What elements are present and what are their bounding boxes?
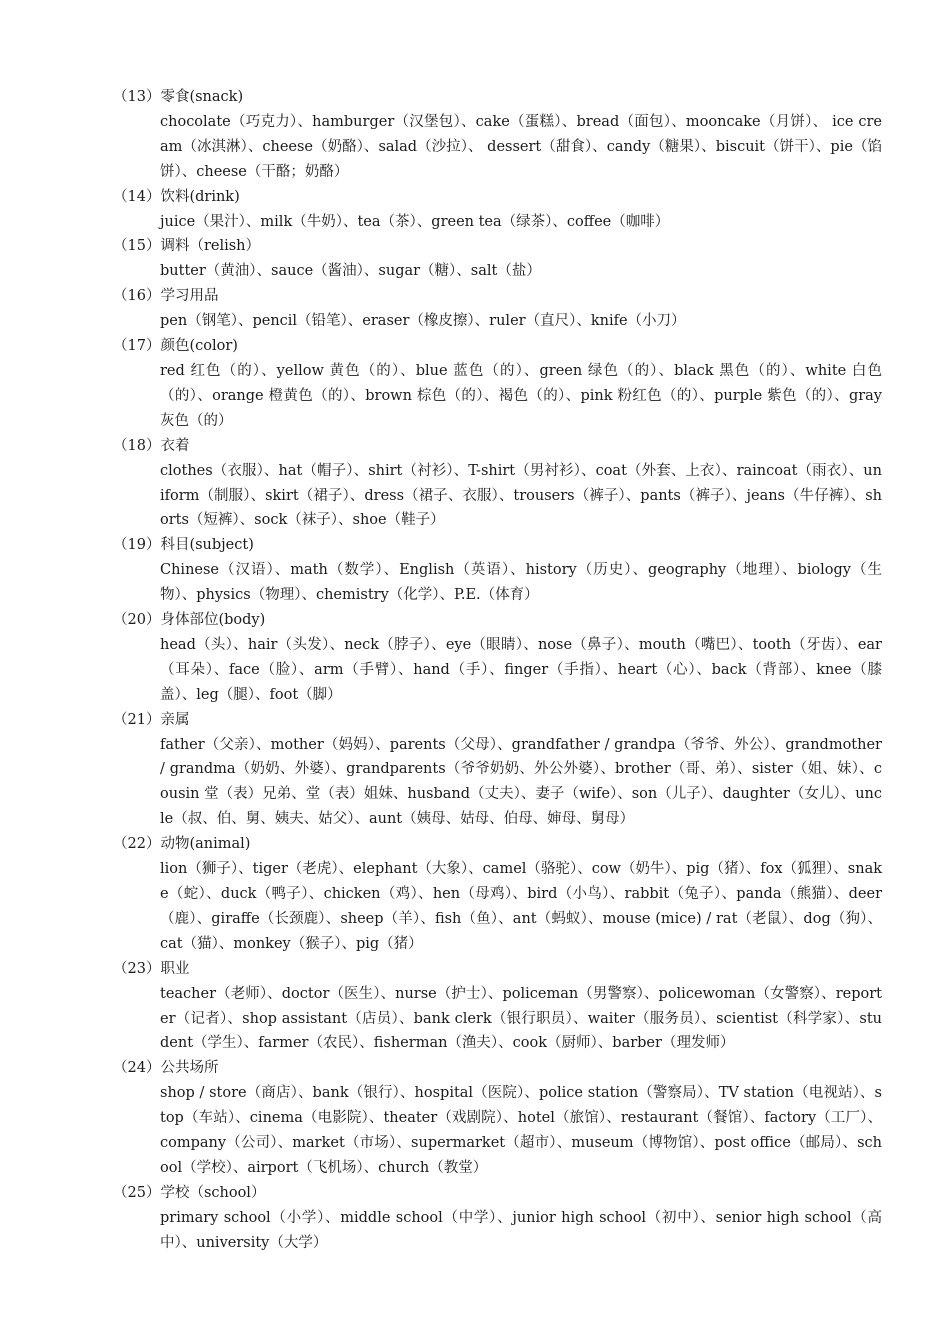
section-body: juice（果汁）、milk（牛奶）、tea（茶）、green tea（绿茶）、coffee（咖啡）: [160, 213, 670, 230]
section-snack: [0, 85, 950, 185]
section-animal: [0, 832, 950, 957]
section-heading: （18）衣着: [113, 437, 190, 454]
section-heading: （25）学校（school）: [113, 1184, 266, 1201]
section-heading: （21）亲属: [113, 711, 190, 728]
section-public-places: [0, 1056, 950, 1181]
section-heading: （14）饮料(drink): [113, 188, 240, 205]
section-body: shop / store（商店）、bank（银行）、hospital（医院）、police station（警察局）、TV station（电视站）、stop（车站）、cinema（电影院）、theater（戏剧院）、hotel（旅馆）、restaurant（餐馆）、factory（工厂）、company（公司）、market（市场）、supermarket（超市）、museum（博物馆）、post office（邮局）、school（学校）、airport（飞机场）、church（教堂）: [160, 1085, 882, 1176]
section-body: clothes（衣服）、hat（帽子）、shirt（衬衫）、T-shirt（男衬衫）、coat（外套、上衣）、raincoat（雨衣）、uniform（制服）、skirt（裙子）、dress（裙子、衣服）、trousers（裤子）、pants（裤子）、jeans（牛仔裤）、shorts（短裤）、sock（袜子）、shoe（鞋子）: [160, 462, 882, 529]
section-heading: （22）动物(animal): [113, 836, 251, 853]
section-relatives: [0, 708, 950, 833]
section-body: butter（黄油）、sauce（酱油）、sugar（糖）、salt（盐）: [160, 263, 541, 280]
section-color: [0, 334, 950, 434]
section-body: red 红色（的）、yellow 黄色（的）、blue 蓝色（的）、green 绿色（的）、black 黑色（的）、white 白色（的）、orange 橙黄色（的）、brown 棕色（的）、褐色（的）、pink 粉红色（的）、purple 紫色（的）、gray 灰色（的）: [160, 362, 882, 429]
section-body: teacher（老师）、doctor（医生）、nurse（护士）、policeman（男警察）、policewoman（女警察）、reporter（记者）、shop assistant（店员）、bank clerk（银行职员）、waiter（服务员）、scientist（科学家）、student（学生）、farmer（农民）、fisherman（渔夫）、cook（厨师）、barber（理发师）: [160, 985, 882, 1052]
section-heading: （20）身体部位(body): [113, 612, 266, 629]
section-heading: （24）公共场所: [113, 1060, 219, 1077]
section-heading: （16）学习用品: [113, 288, 219, 305]
section-stationery: [0, 284, 950, 334]
section-body: father（父亲）、mother（妈妈）、parents（父母）、grandfather / grandpa（爷爷、外公）、grandmother / grandma（奶奶、外婆）、grandparents（爷爷奶奶、外公外婆）、brother（哥、弟）、sister（姐、妹）、cousin 堂（表）兄弟、堂（表）姐妹、husband（丈夫）、妻子（wife）、son（儿子）、daughter（女儿）、uncle（叔、伯、舅、姨夫、姑父）、aunt（姨母、姑母、伯母、婶母、舅母）: [160, 736, 882, 828]
section-body: primary school（小学）、middle school（中学）、junior high school（初中）、senior high school（高中）、university（大学）: [160, 1209, 882, 1251]
section-clothing: [0, 434, 950, 534]
section-body: head（头）、hair（头发）、neck（脖子）、eye（眼睛）、nose（鼻子）、mouth（嘴巴）、tooth（牙齿）、ear（耳朵）、face（脸）、arm（手臂）、hand（手）、finger（手指）、heart（心）、back（背部）、knee（膝盖）、leg（腿）、foot（脚）: [160, 636, 882, 703]
section-body: Chinese（汉语）、math（数学）、English（英语）、history（历史）、geography（地理）、biology（生物）、physics（物理）、chemistry（化学）、P.E.（体育）: [160, 562, 882, 604]
section-heading: （17）颜色(color): [113, 338, 238, 355]
section-subject: [0, 533, 950, 608]
section-occupation: [0, 957, 950, 1057]
section-relish: [0, 234, 950, 284]
section-heading: （19）科目(subject): [113, 537, 254, 554]
section-heading: （23）职业: [113, 960, 190, 977]
section-body: pen（钢笔）、pencil（铅笔）、eraser（橡皮擦）、ruler（直尺）、knife（小刀）: [160, 313, 686, 330]
section-drink: [0, 185, 950, 235]
section-heading: （13）零食(snack): [113, 89, 244, 105]
section-body: chocolate（巧克力）、hamburger（汉堡包）、cake（蛋糕）、bread（面包）、mooncake（月饼）、 ice cream（冰淇淋）、cheese（奶酪）、salad（沙拉）、 dessert（甜食）、candy（糖果）、biscuit（饼干）、pie（馅饼）、cheese（干酪；奶酪）: [160, 113, 882, 180]
section-body-parts: [0, 608, 950, 708]
vocabulary-page: [0, 85, 950, 1256]
section-heading: （15）调料（relish）: [113, 238, 261, 255]
section-body: lion（狮子）、tiger（老虎）、elephant（大象）、camel（骆驼）、cow（奶牛）、pig（猪）、fox（狐狸）、snake（蛇）、duck（鸭子）、chicken（鸡）、hen（母鸡）、bird（小鸟）、rabbit（兔子）、panda（熊猫）、deer（鹿）、giraffe（长颈鹿）、sheep（羊）、fish（鱼）、ant（蚂蚁）、mouse (mice) / rat（老鼠）、dog（狗）、cat（猫）、monkey（猴子）、pig（猪）: [160, 861, 882, 952]
section-school: [0, 1181, 950, 1256]
